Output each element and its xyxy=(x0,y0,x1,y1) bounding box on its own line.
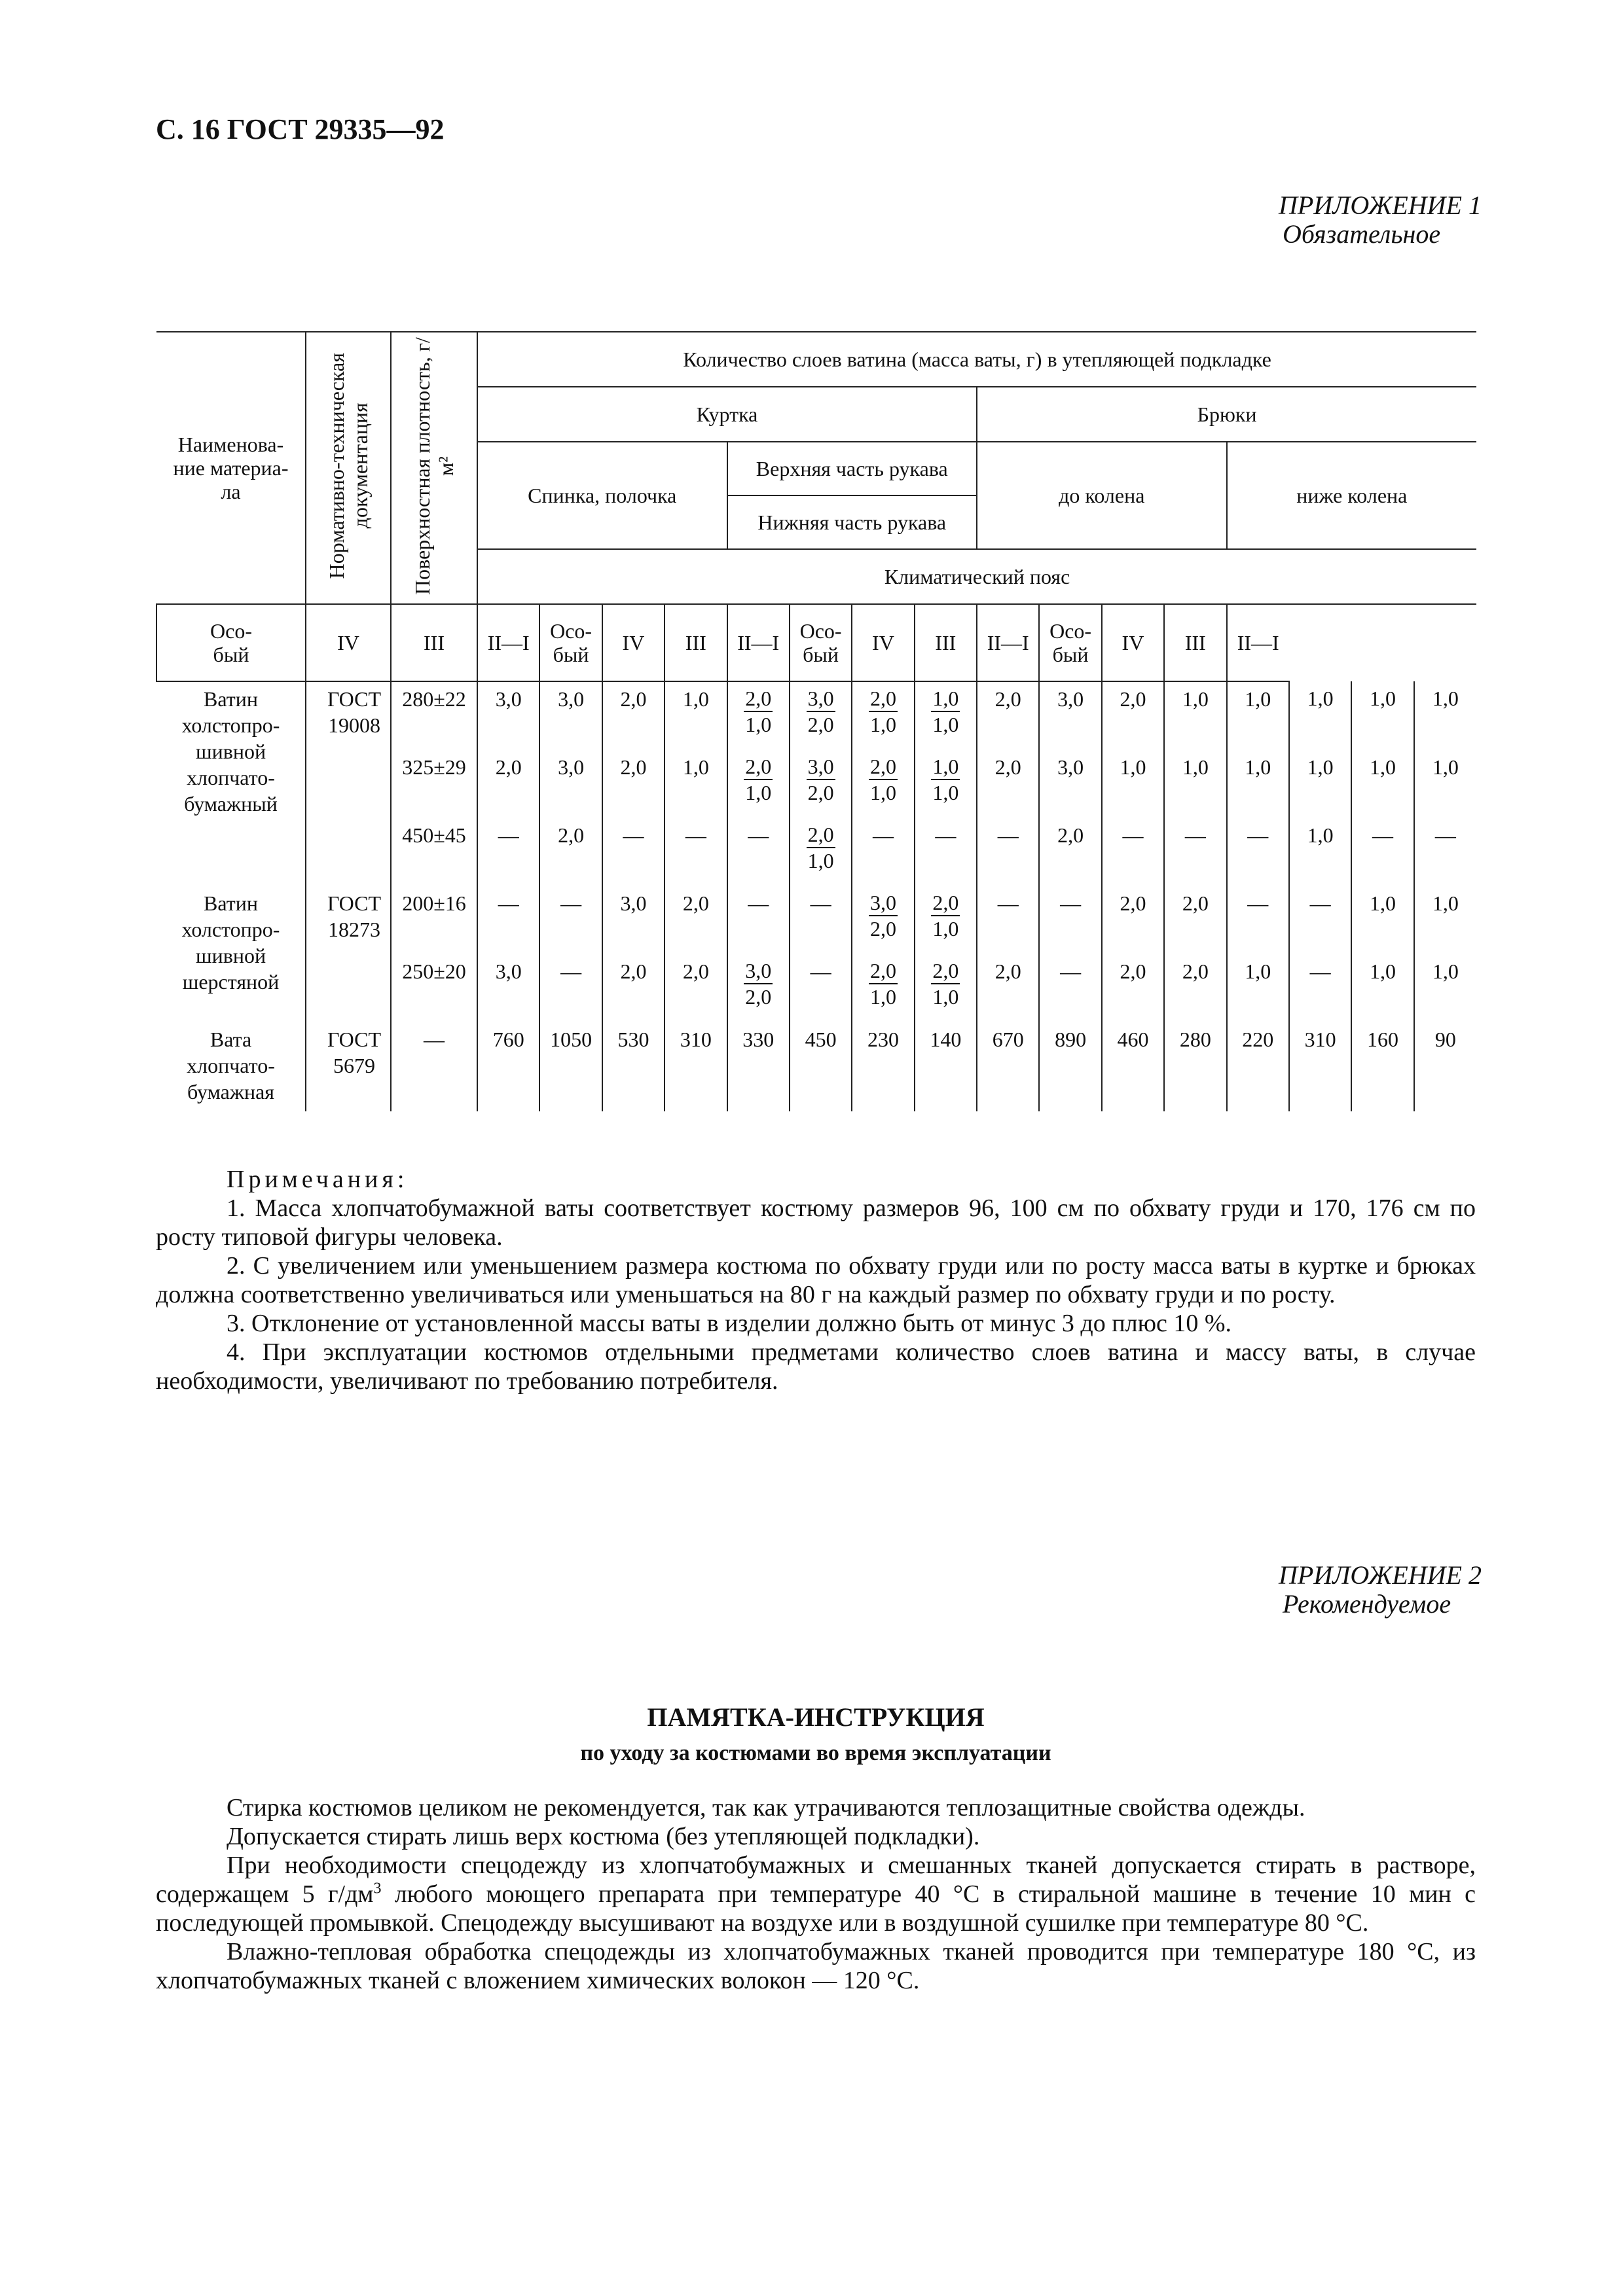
value-cell: — xyxy=(1227,886,1289,954)
density-cell: 280±22 xyxy=(391,681,477,750)
value-cell: — xyxy=(727,886,790,954)
value-cell: — xyxy=(602,818,665,886)
value-cell: 1,0 xyxy=(1227,954,1289,1022)
col-header-zone: III xyxy=(665,604,727,681)
fraction-value: $\frac{3,0}{2,0}$ xyxy=(807,755,834,804)
note-item: 1. Масса хлопчатобумажной ваты соответствует костюму размеров 96, 100 см по обхвату груди и 170, 176 см по росту типовой фигуры человека. xyxy=(156,1194,1476,1251)
value-cell: 220 xyxy=(1227,1022,1289,1111)
value-cell: 1,0 xyxy=(1414,750,1476,818)
value-cell: 1,0 xyxy=(1414,681,1476,750)
value-cell: 3,0 xyxy=(539,750,602,818)
value-cell: 450 xyxy=(790,1022,852,1111)
note-item: 3. Отклонение от установленной массы ваты в изделии должно быть от минус 3 до плюс 10 %. xyxy=(227,1310,1231,1337)
value-cell xyxy=(852,954,914,1022)
col-header-zone: IV xyxy=(602,604,665,681)
memo-paragraph: Стирка костюмов целиком не рекомендуется, так как утрачиваются теплозащитные свойства одежды. xyxy=(227,1794,1305,1821)
value-cell xyxy=(915,954,977,1022)
value-cell: — xyxy=(852,818,914,886)
value-cell: 2,0 xyxy=(665,954,727,1022)
value-cell: 760 xyxy=(477,1022,539,1111)
memo-paragraph: Влажно-тепловая обработка спецодежды из хлопчатобумажных тканей проводится при температуре 180 °С, из хлопчатобумажных тканей с вложением химических волокон — 120 °С. xyxy=(156,1938,1476,1994)
fraction-value: $\frac{2,0}{1,0}$ xyxy=(932,959,959,1009)
col-header-jacket: Куртка xyxy=(477,387,977,442)
col-header-zone: IV xyxy=(306,604,391,681)
value-cell xyxy=(790,681,852,750)
col-header-climate: Климатический пояс xyxy=(477,549,1476,604)
fraction-value: $\frac{1,0}{1,0}$ xyxy=(932,687,959,736)
value-cell: 3,0 xyxy=(602,886,665,954)
fraction-value: $\frac{2,0}{1,0}$ xyxy=(869,755,896,804)
value-cell: — xyxy=(1039,954,1101,1022)
value-cell: — xyxy=(539,954,602,1022)
value-cell: — xyxy=(1351,818,1413,886)
value-cell xyxy=(727,681,790,750)
value-cell: 2,0 xyxy=(602,681,665,750)
value-cell: — xyxy=(1227,818,1289,886)
value-cell: 460 xyxy=(1102,1022,1164,1111)
value-cell: 330 xyxy=(727,1022,790,1111)
density-cell: — xyxy=(391,1022,477,1111)
value-cell: 310 xyxy=(1289,1022,1351,1111)
value-cell: 2,0 xyxy=(1102,886,1164,954)
value-cell xyxy=(915,886,977,954)
value-cell: 1,0 xyxy=(1414,954,1476,1022)
value-cell: 1,0 xyxy=(1351,886,1413,954)
value-cell xyxy=(727,954,790,1022)
value-cell xyxy=(852,681,914,750)
value-cell: 1,0 xyxy=(1414,886,1476,954)
col-header-lower-sleeve: Нижняя часть рукава xyxy=(727,495,977,549)
value-cell: 3,0 xyxy=(539,681,602,750)
value-cell: 1,0 xyxy=(1289,818,1351,886)
col-header-back: Спинка, полочка xyxy=(477,442,727,549)
value-cell xyxy=(915,750,977,818)
fraction-value: $\frac{2,0}{1,0}$ xyxy=(745,755,772,804)
value-cell: 2,0 xyxy=(1102,681,1164,750)
col-header-zone: Осо- бый xyxy=(1039,604,1101,681)
notes-title: Примечания: xyxy=(227,1166,409,1193)
value-cell: — xyxy=(790,954,852,1022)
memo-title: ПАМЯТКА-ИНСТРУКЦИЯ xyxy=(647,1702,985,1732)
material-name: Вата хлопчато- бумажная xyxy=(156,1022,306,1111)
density-cell: 450±45 xyxy=(391,818,477,886)
density-cell: 200±16 xyxy=(391,886,477,954)
appendix-2-title: ПРИЛОЖЕНИЕ 2 xyxy=(1279,1560,1482,1590)
col-header-upper-sleeve: Верхняя часть рукава xyxy=(727,442,977,495)
fraction-value: $\frac{1,0}{1,0}$ xyxy=(932,755,959,804)
col-header-zone: III xyxy=(391,604,477,681)
value-cell: 90 xyxy=(1414,1022,1476,1111)
value-cell: — xyxy=(727,818,790,886)
col-header-zone: IV xyxy=(852,604,914,681)
value-cell: 670 xyxy=(977,1022,1039,1111)
value-cell: 140 xyxy=(915,1022,977,1111)
value-cell: 230 xyxy=(852,1022,914,1111)
value-cell: 1,0 xyxy=(665,750,727,818)
value-cell: 1,0 xyxy=(1102,750,1164,818)
value-cell: — xyxy=(1289,954,1351,1022)
appendix-2-label xyxy=(1279,1561,1482,1619)
appendix-1-label xyxy=(1279,191,1482,249)
notes xyxy=(156,1165,1476,1395)
material-name: Ватин холстопро- шивной шерстяной xyxy=(156,886,306,1022)
value-cell: 2,0 xyxy=(602,750,665,818)
value-cell: 1050 xyxy=(539,1022,602,1111)
material-doc: ГОСТ 5679 xyxy=(306,1022,391,1111)
memo-body xyxy=(156,1793,1476,1995)
col-header-density: Поверхностная плотность, г/м² xyxy=(391,332,477,604)
col-header-to-knee: до колена xyxy=(977,442,1227,549)
value-cell: 310 xyxy=(665,1022,727,1111)
table-row xyxy=(156,886,1476,954)
col-header-zone: II—I xyxy=(977,604,1039,681)
appendix-1-title: ПРИЛОЖЕНИЕ 1 xyxy=(1279,190,1482,220)
value-cell: 1,0 xyxy=(1289,750,1351,818)
col-header-zone: II—I xyxy=(727,604,790,681)
value-cell: 1,0 xyxy=(1164,750,1226,818)
value-cell: 160 xyxy=(1351,1022,1413,1111)
fraction-value: $\frac{3,0}{2,0}$ xyxy=(869,891,896,941)
fraction-value: $\frac{3,0}{2,0}$ xyxy=(745,959,772,1009)
value-cell: — xyxy=(665,818,727,886)
memo-paragraph: При необходимости спецодежду из хлопчатобумажных и смешанных тканей допускается стирать в растворе, содержащем 5 $г/дм^3$ любого моющего препарата при температуре 40 °С в стиральной машине в течение 10 мин с последующей промывкой. Спецодежду высушивают на воздухе или в воздушной сушилке при температуре 80 °С. xyxy=(156,1852,1476,1937)
value-cell: 2,0 xyxy=(977,681,1039,750)
value-cell: 2,0 xyxy=(977,750,1039,818)
value-cell: 2,0 xyxy=(477,750,539,818)
col-header-zone: Осо- бый xyxy=(539,604,602,681)
value-cell: 280 xyxy=(1164,1022,1226,1111)
col-header-zone: II—I xyxy=(477,604,539,681)
fraction-value: $\frac{2,0}{1,0}$ xyxy=(807,823,834,872)
fraction-value: $\frac{2,0}{1,0}$ xyxy=(869,959,896,1009)
col-header-trousers: Брюки xyxy=(977,387,1476,442)
value-cell: — xyxy=(977,818,1039,886)
table-row xyxy=(156,681,1476,750)
value-cell: 2,0 xyxy=(1039,818,1101,886)
value-cell: 2,0 xyxy=(665,886,727,954)
material-doc: ГОСТ 18273 xyxy=(306,886,391,1022)
value-cell: 3,0 xyxy=(1039,750,1101,818)
material-doc: ГОСТ 19008 xyxy=(306,681,391,886)
page-header: С. 16 ГОСТ 29335—92 xyxy=(156,113,445,145)
note-item: 4. При эксплуатации костюмов отдельными предметами количество слоев ватина и массу ваты, в случае необходимости, увеличивают по требованию потребителя. xyxy=(156,1338,1476,1395)
col-header-layers: Количество слоев ватина (масса ваты, г) в утепляющей подкладке xyxy=(477,332,1476,387)
col-header-zone: II—I xyxy=(1227,604,1289,681)
value-cell xyxy=(790,750,852,818)
density-cell: 325±29 xyxy=(391,750,477,818)
value-cell xyxy=(915,681,977,750)
note-item: 2. С увеличением или уменьшением размера костюма по обхвату груди или по росту масса ваты в куртке и брюках должна соответственно увеличиваться или уменьшаться на 80 г на каждый размер по обхвату груди и по росту. xyxy=(156,1252,1476,1308)
fraction-value: $\frac{3,0}{2,0}$ xyxy=(807,687,834,736)
value-cell: 1,0 xyxy=(665,681,727,750)
value-cell xyxy=(727,750,790,818)
memo-paragraph: Допускается стирать лишь верх костюма (без утепляющей подкладки). xyxy=(227,1823,980,1850)
material-name: Ватин холстопро- шивной хлопчато- бумажный xyxy=(156,681,306,886)
value-cell xyxy=(852,750,914,818)
memo-subtitle: по уходу за костюмами во время эксплуатации xyxy=(580,1741,1051,1765)
value-cell: — xyxy=(477,886,539,954)
value-cell: 2,0 xyxy=(1102,954,1164,1022)
density-cell: 250±20 xyxy=(391,954,477,1022)
value-cell: — xyxy=(977,886,1039,954)
col-header-below-knee: ниже колена xyxy=(1227,442,1477,549)
col-header-zone: Осо- бый xyxy=(790,604,852,681)
value-cell: — xyxy=(477,818,539,886)
value-cell: — xyxy=(1164,818,1226,886)
value-cell: 2,0 xyxy=(1164,954,1226,1022)
value-cell: 2,0 xyxy=(602,954,665,1022)
value-cell: 890 xyxy=(1039,1022,1101,1111)
value-cell: 1,0 xyxy=(1164,681,1226,750)
value-cell: 1,0 xyxy=(1351,681,1413,750)
value-cell: — xyxy=(1039,886,1101,954)
value-cell: 1,0 xyxy=(1289,681,1351,750)
value-cell: — xyxy=(915,818,977,886)
col-header-material: Наименова- ние материа- ла xyxy=(156,332,306,604)
appendix-2-status: Рекомендуемое xyxy=(1283,1589,1451,1619)
value-cell: 3,0 xyxy=(1039,681,1101,750)
table-row xyxy=(156,1022,1476,1111)
col-header-zone: III xyxy=(1164,604,1226,681)
value-cell: 1,0 xyxy=(1351,750,1413,818)
appendix-1-status: Обязательное xyxy=(1283,219,1441,249)
value-cell: 3,0 xyxy=(477,954,539,1022)
col-header-doc: Нормативно-техническая документация xyxy=(306,332,391,604)
col-header-zone: Осо- бый xyxy=(156,604,306,681)
value-cell: 530 xyxy=(602,1022,665,1111)
value-cell xyxy=(790,818,852,886)
value-cell: — xyxy=(1414,818,1476,886)
value-cell: — xyxy=(1289,886,1351,954)
fraction-value: $\frac{2,0}{1,0}$ xyxy=(932,891,959,941)
value-cell: — xyxy=(539,886,602,954)
value-cell: 1,0 xyxy=(1227,750,1289,818)
fraction-value: $\frac{2,0}{1,0}$ xyxy=(869,687,896,736)
value-cell: 2,0 xyxy=(977,954,1039,1022)
fraction-value: $\frac{2,0}{1,0}$ xyxy=(745,687,772,736)
value-cell: 2,0 xyxy=(539,818,602,886)
insulation-table xyxy=(156,331,1476,1111)
value-cell: — xyxy=(1102,818,1164,886)
value-cell: 3,0 xyxy=(477,681,539,750)
value-cell: 2,0 xyxy=(1164,886,1226,954)
value-cell: 1,0 xyxy=(1351,954,1413,1022)
value-cell xyxy=(852,886,914,954)
value-cell: — xyxy=(790,886,852,954)
col-header-zone: III xyxy=(915,604,977,681)
col-header-zone: IV xyxy=(1102,604,1164,681)
value-cell: 1,0 xyxy=(1227,681,1289,750)
